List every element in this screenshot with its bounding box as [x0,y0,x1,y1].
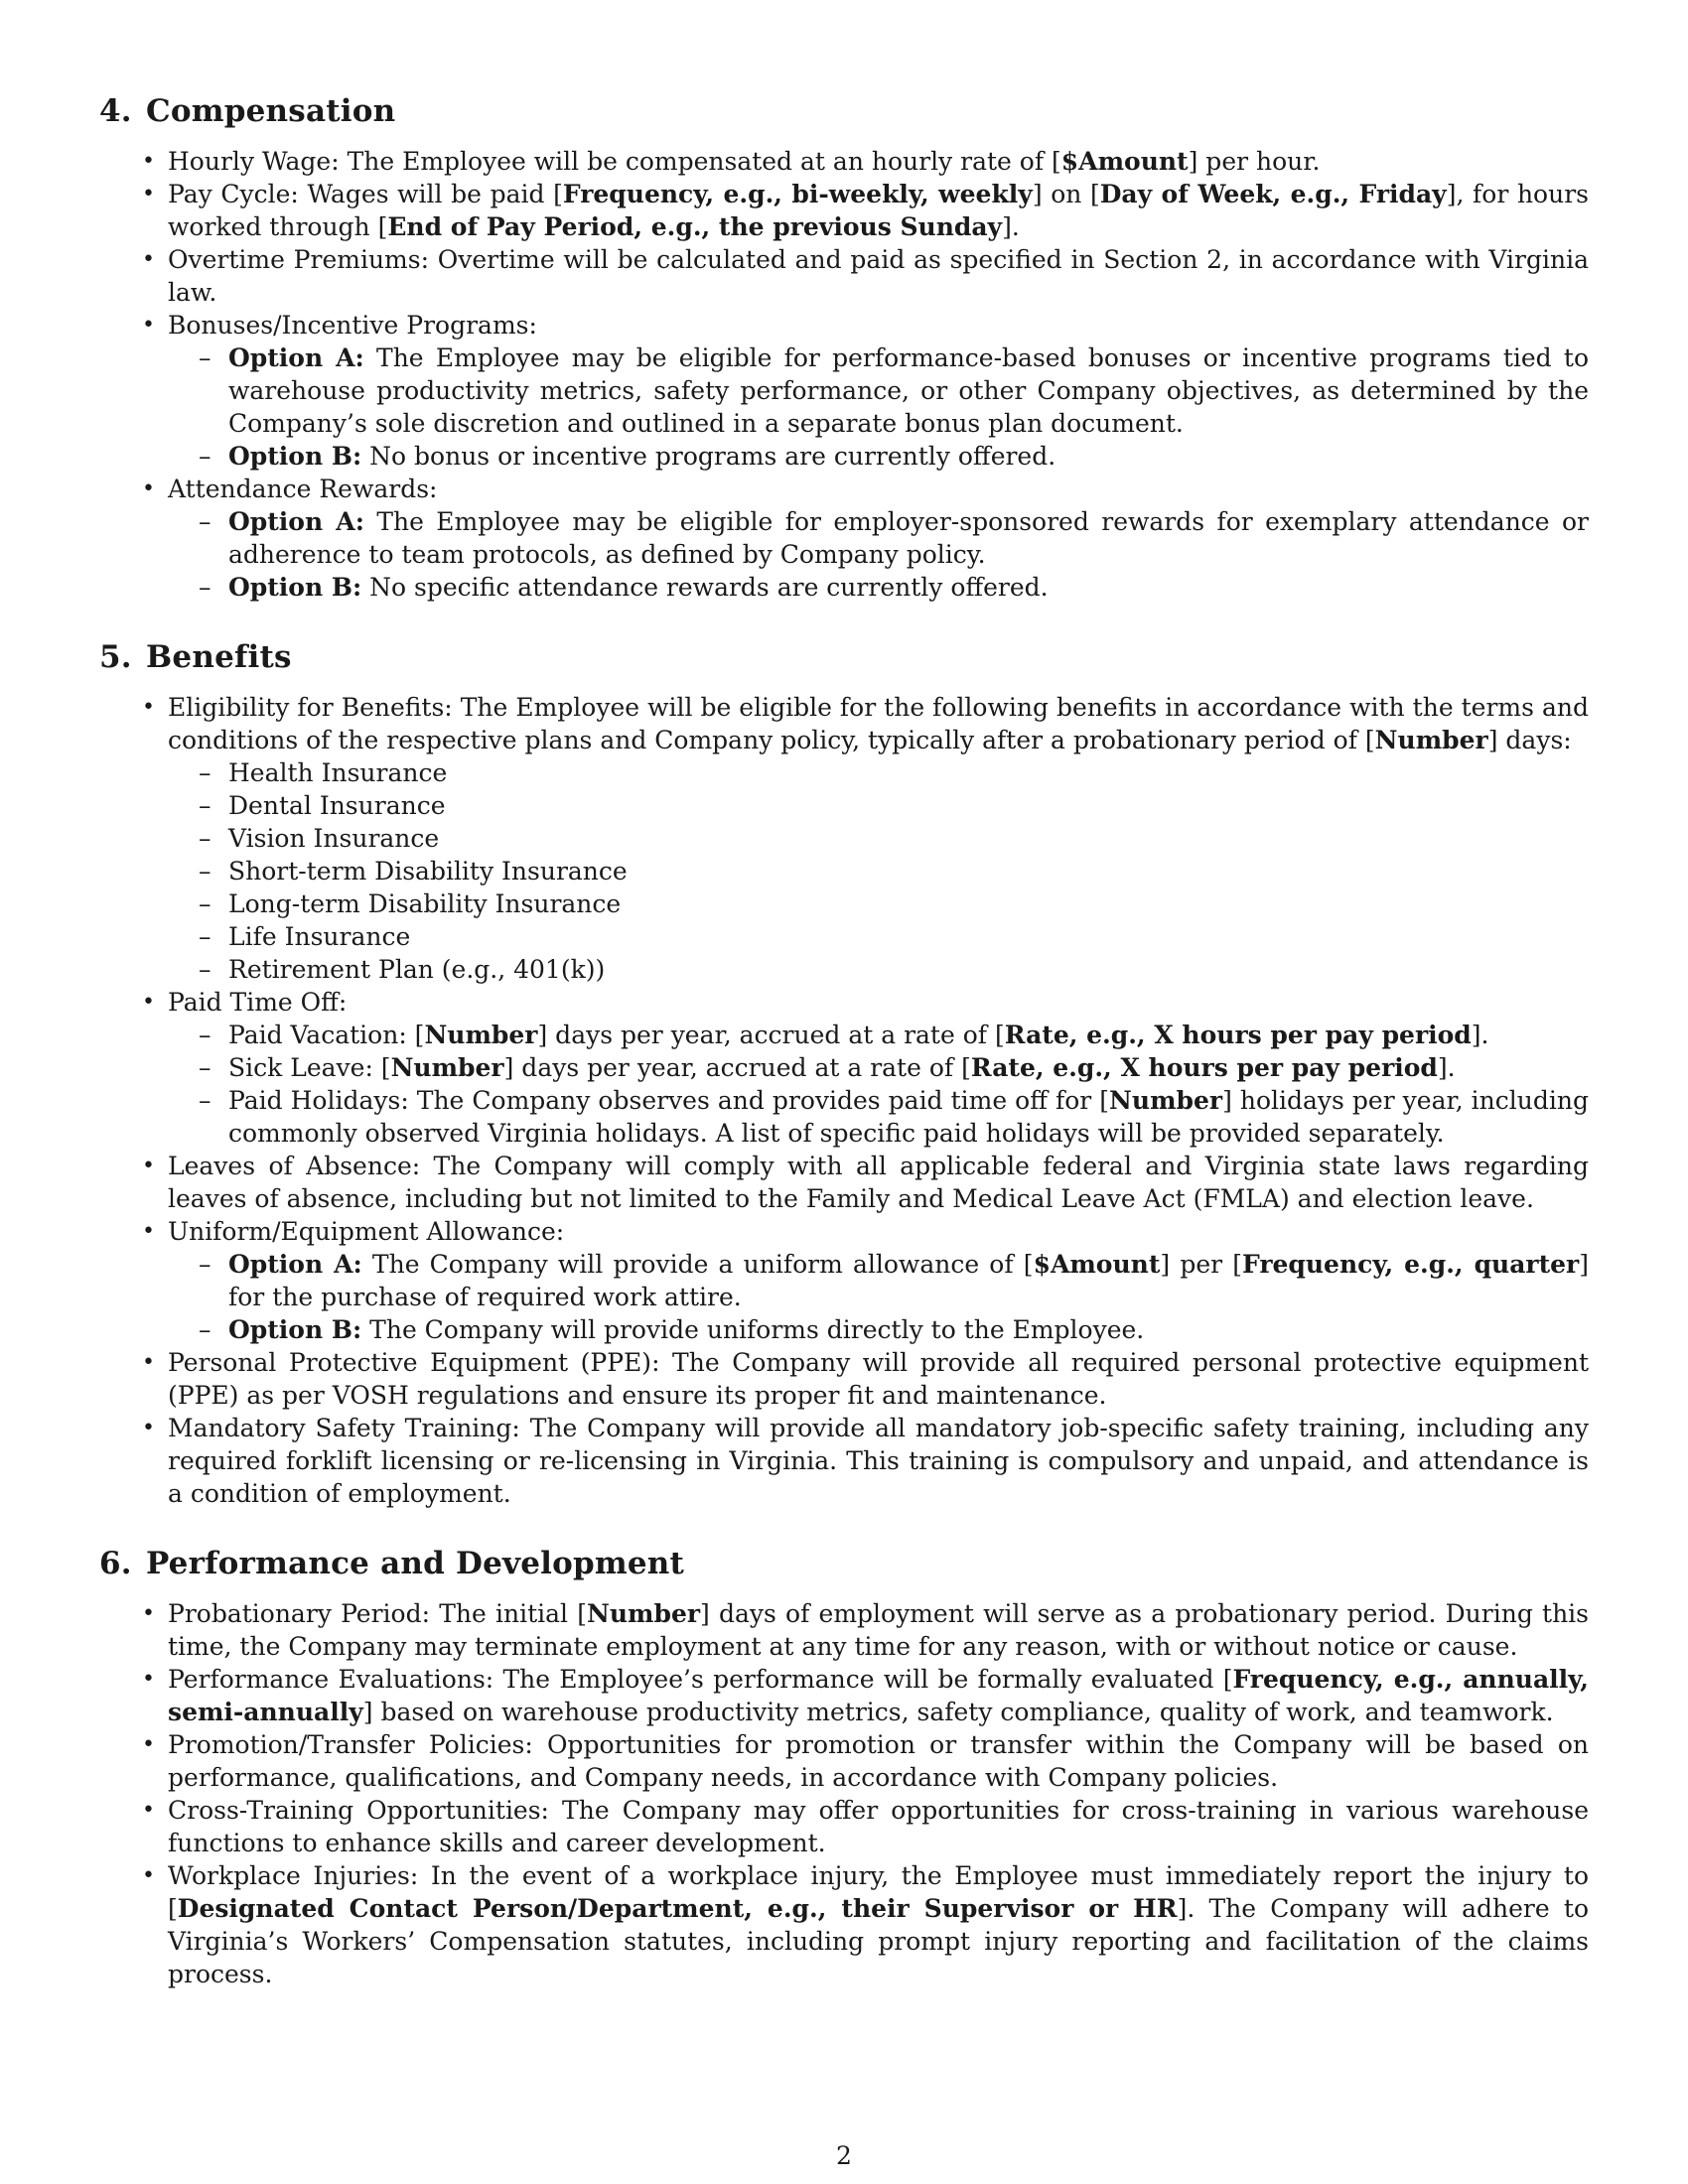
dash-icon: – [199,889,211,918]
dash-icon: – [199,1086,211,1115]
bullet-icon: • [142,1416,155,1440]
section-spacer [99,1510,1589,1544]
placeholder-field: Option A: [228,507,364,536]
sub-list-item [168,822,1589,855]
placeholder-field: Rate, e.g., X hours per pay period [1004,1021,1472,1049]
text-run: Attendance Rewards: [168,475,438,503]
bullet-list [99,691,1589,1510]
sub-list-item [168,887,1589,920]
placeholder-field: Option B: [228,442,362,471]
bullet-icon: • [142,990,155,1015]
sub-list-item [168,920,1589,953]
bullet-icon: • [142,313,155,338]
dash-icon: – [199,955,211,984]
text-run: ], for hours worked through [ [168,180,1589,241]
placeholder-field: Number [1109,1086,1223,1115]
bullet-icon: • [142,477,155,501]
dash-icon: – [199,343,211,372]
sub-list [168,341,1589,473]
placeholder-field: Option B: [228,573,362,602]
text-run: Long-term Disability Insurance [228,889,622,918]
bullet-icon: • [142,1601,155,1626]
text-run: The Employee may be eligible for performance-based bonuses or incentive programs tied to warehouse productivity metrics, safety performance, or other Company objectives, as determined by the Company’s sole discretion and outlined in a separate bonus plan document. [228,343,1590,438]
section-number: 6. [99,1546,132,1581]
section-heading [99,1544,1589,1583]
sub-list-item [168,789,1589,822]
dash-icon: – [199,1053,211,1082]
text-run: No specific attendance rewards are currently offered. [361,573,1049,602]
sub-list-item [168,1248,1589,1313]
section-title: Benefits [146,639,292,675]
placeholder-field: Option A: [228,1250,362,1279]
dash-icon: – [199,758,211,787]
text-run: Bonuses/Incentive Programs: [168,311,537,340]
text-run: Paid Time Off: [168,988,348,1017]
text-run: Uniform/Equipment Allowance: [168,1217,565,1246]
bullet-icon: • [142,149,155,174]
list-item [99,178,1589,243]
bullet-icon: • [142,1154,155,1178]
bullet-icon: • [142,1219,155,1244]
text-run: ] days: [1487,726,1572,754]
placeholder-field: Frequency, e.g., quarter [1242,1250,1580,1279]
dash-icon: – [199,507,211,536]
text-run: ] holidays per year, including commonly observed Virginia holidays. A list of specific paid holidays will be provided separately. [228,1086,1589,1148]
text-run: Pay Cycle: Wages will be paid [ [168,180,563,208]
bullet-list [99,1597,1589,1990]
text-run: ] per hour. [1188,147,1321,176]
text-run: ] on [ [1032,180,1100,208]
text-run: Promotion/Transfer Policies: Opportunities for promotion or transfer within the Company will be based on performance, qualifications, and Company needs, in accordance with Company policies. [168,1730,1589,1792]
list-item [99,1597,1589,1663]
placeholder-field: Number [390,1053,504,1082]
list-item [99,145,1589,178]
text-run: ] days per year, accrued at a rate of [ [503,1053,971,1082]
text-run: ] days per year, accrued at a rate of [ [537,1021,1005,1049]
text-run: The Company will provide uniforms directly to the Employee. [361,1315,1145,1344]
section-spacer [99,604,1589,637]
placeholder-field: Number [586,1599,701,1628]
placeholder-field: Day of Week, e.g., Friday [1099,180,1447,208]
text-run: Life Insurance [228,922,411,951]
text-run: The Employee may be eligible for employer-sponsored rewards for exemplary attendance or adherence to team protocols, as defined by Company policy. [228,507,1589,569]
text-run: Short-term Disability Insurance [228,857,628,886]
bullet-icon: • [142,1732,155,1757]
bullet-icon: • [142,1667,155,1692]
list-item [99,1794,1589,1859]
text-run: Workplace Injuries: In the event of a workplace injury, the Employee must immediately report the injury to [ [168,1861,1589,1923]
sub-list [168,1019,1589,1150]
sub-list [168,505,1589,604]
document-body [99,91,1589,1990]
text-run: Paid Vacation: [ [228,1021,425,1049]
placeholder-field: Frequency, e.g., bi-weekly, weekly [562,180,1033,208]
list-item [99,473,1589,604]
text-run: ] for the purchase of required work attire. [228,1250,1589,1311]
bullet-icon: • [142,1798,155,1823]
dash-icon: – [199,442,211,471]
text-run: No bonus or incentive programs are currently offered. [361,442,1056,471]
sub-list-item [168,571,1589,604]
bullet-icon: • [142,247,155,272]
text-run: Eligibility for Benefits: The Employee will be eligible for the following benefits in accordance with the terms and conditions of the respective plans and Company policy, typically after a probationary period of [ [168,693,1589,754]
list-item [99,243,1589,309]
sub-list-item [168,505,1589,571]
dash-icon: – [199,791,211,820]
bullet-icon: • [142,695,155,720]
page-number: 2 [836,2141,852,2170]
text-run: Leaves of Absence: The Company will comply with all applicable federal and Virginia state laws regarding leaves of absence, including but not limited to the Family and Medical Leave Act (FMLA) and election leave. [168,1152,1589,1213]
text-run: Hourly Wage: The Employee will be compensated at an hourly rate of [ [168,147,1061,176]
text-run: Dental Insurance [228,791,446,820]
text-run: ] days of employment will serve as a probationary period. During this time, the Company may terminate employment at any time for any reason, with or without notice or cause. [168,1599,1589,1661]
section-heading [99,637,1589,677]
sub-list-item [168,855,1589,887]
text-run: Retirement Plan (e.g., 401(k)) [228,955,606,984]
sub-list-item [168,440,1589,473]
placeholder-field: End of Pay Period, e.g., the previous Sunday [387,212,1003,241]
text-run: Vision Insurance [228,824,440,853]
list-item [99,1346,1589,1412]
dash-icon: – [199,1250,211,1279]
sub-list-item [168,1019,1589,1051]
list-item [99,1728,1589,1794]
text-run: Mandatory Safety Training: The Company will provide all mandatory job-specific safety training, including any required forklift licensing or re-licensing in Virginia. This training is compulsory and unpaid, and attendance is a condition of employment. [168,1414,1589,1508]
placeholder-field: $Amount [1033,1250,1161,1279]
section-title: Compensation [146,93,396,129]
text-run: Probationary Period: The initial [ [168,1599,587,1628]
dash-icon: – [199,857,211,886]
text-run: ]. [1437,1053,1456,1082]
sub-list [168,1248,1589,1346]
list-item [99,691,1589,986]
text-run: Health Insurance [228,758,448,787]
list-item [99,1859,1589,1990]
dash-icon: – [199,922,211,951]
text-run: ] per [ [1160,1250,1243,1279]
bullet-icon: • [142,1863,155,1888]
placeholder-field: Number [1374,726,1488,754]
text-run: Sick Leave: [ [228,1053,391,1082]
text-run: ]. [1471,1021,1489,1049]
sub-list-item [168,1051,1589,1084]
list-item [99,1663,1589,1728]
text-run: The Company will provide a uniform allowance of [ [361,1250,1034,1279]
dash-icon: – [199,573,211,602]
placeholder-field: Number [424,1021,538,1049]
list-item [99,1412,1589,1510]
list-item [99,1215,1589,1346]
placeholder-field: Option A: [228,343,364,372]
text-run: Paid Holidays: The Company observes and provides paid time off for [ [228,1086,1110,1115]
placeholder-field: Option B: [228,1315,362,1344]
sub-list-item [168,756,1589,789]
placeholder-field: Frequency, e.g., annually, semi-annually [168,1665,1589,1726]
dash-icon: – [199,1315,211,1344]
text-run: Performance Evaluations: The Employee’s performance will be formally evaluated [ [168,1665,1233,1694]
section-heading [99,91,1589,131]
section-title: Performance and Development [146,1546,685,1581]
text-run: ] based on warehouse productivity metrics, safety compliance, quality of work, and teamwork. [362,1698,1554,1726]
placeholder-field: Rate, e.g., X hours per pay period [970,1053,1438,1082]
section-number: 5. [99,639,132,675]
sub-list [168,756,1589,986]
bullet-icon: • [142,1350,155,1375]
list-item [99,309,1589,473]
sub-list-item [168,953,1589,986]
text-run: ]. [1002,212,1020,241]
placeholder-field: Designated Contact Person/Department, e.g., their Supervisor or HR [177,1894,1178,1923]
section-number: 4. [99,93,132,129]
list-item [99,986,1589,1150]
text-run: ]. The Company will adhere to Virginia’s Workers’ Compensation statutes, including prompt injury reporting and facilitation of the claims process. [168,1894,1589,1988]
sub-list-item [168,341,1589,440]
bullet-list [99,145,1589,604]
sub-list-item [168,1084,1589,1150]
text-run: Personal Protective Equipment (PPE): The Company will provide all required personal protective equipment (PPE) as per VOSH regulations and ensure its proper fit and maintenance. [168,1348,1589,1410]
placeholder-field: $Amount [1060,147,1189,176]
list-item [99,1150,1589,1215]
text-run: Overtime Premiums: Overtime will be calculated and paid as specified in Section 2, in accordance with Virginia law. [168,245,1589,307]
sub-list-item [168,1313,1589,1346]
bullet-icon: • [142,182,155,206]
text-run: Cross-Training Opportunities: The Company may offer opportunities for cross-training in various warehouse functions to enhance skills and career development. [168,1796,1589,1857]
dash-icon: – [199,1021,211,1049]
dash-icon: – [199,824,211,853]
